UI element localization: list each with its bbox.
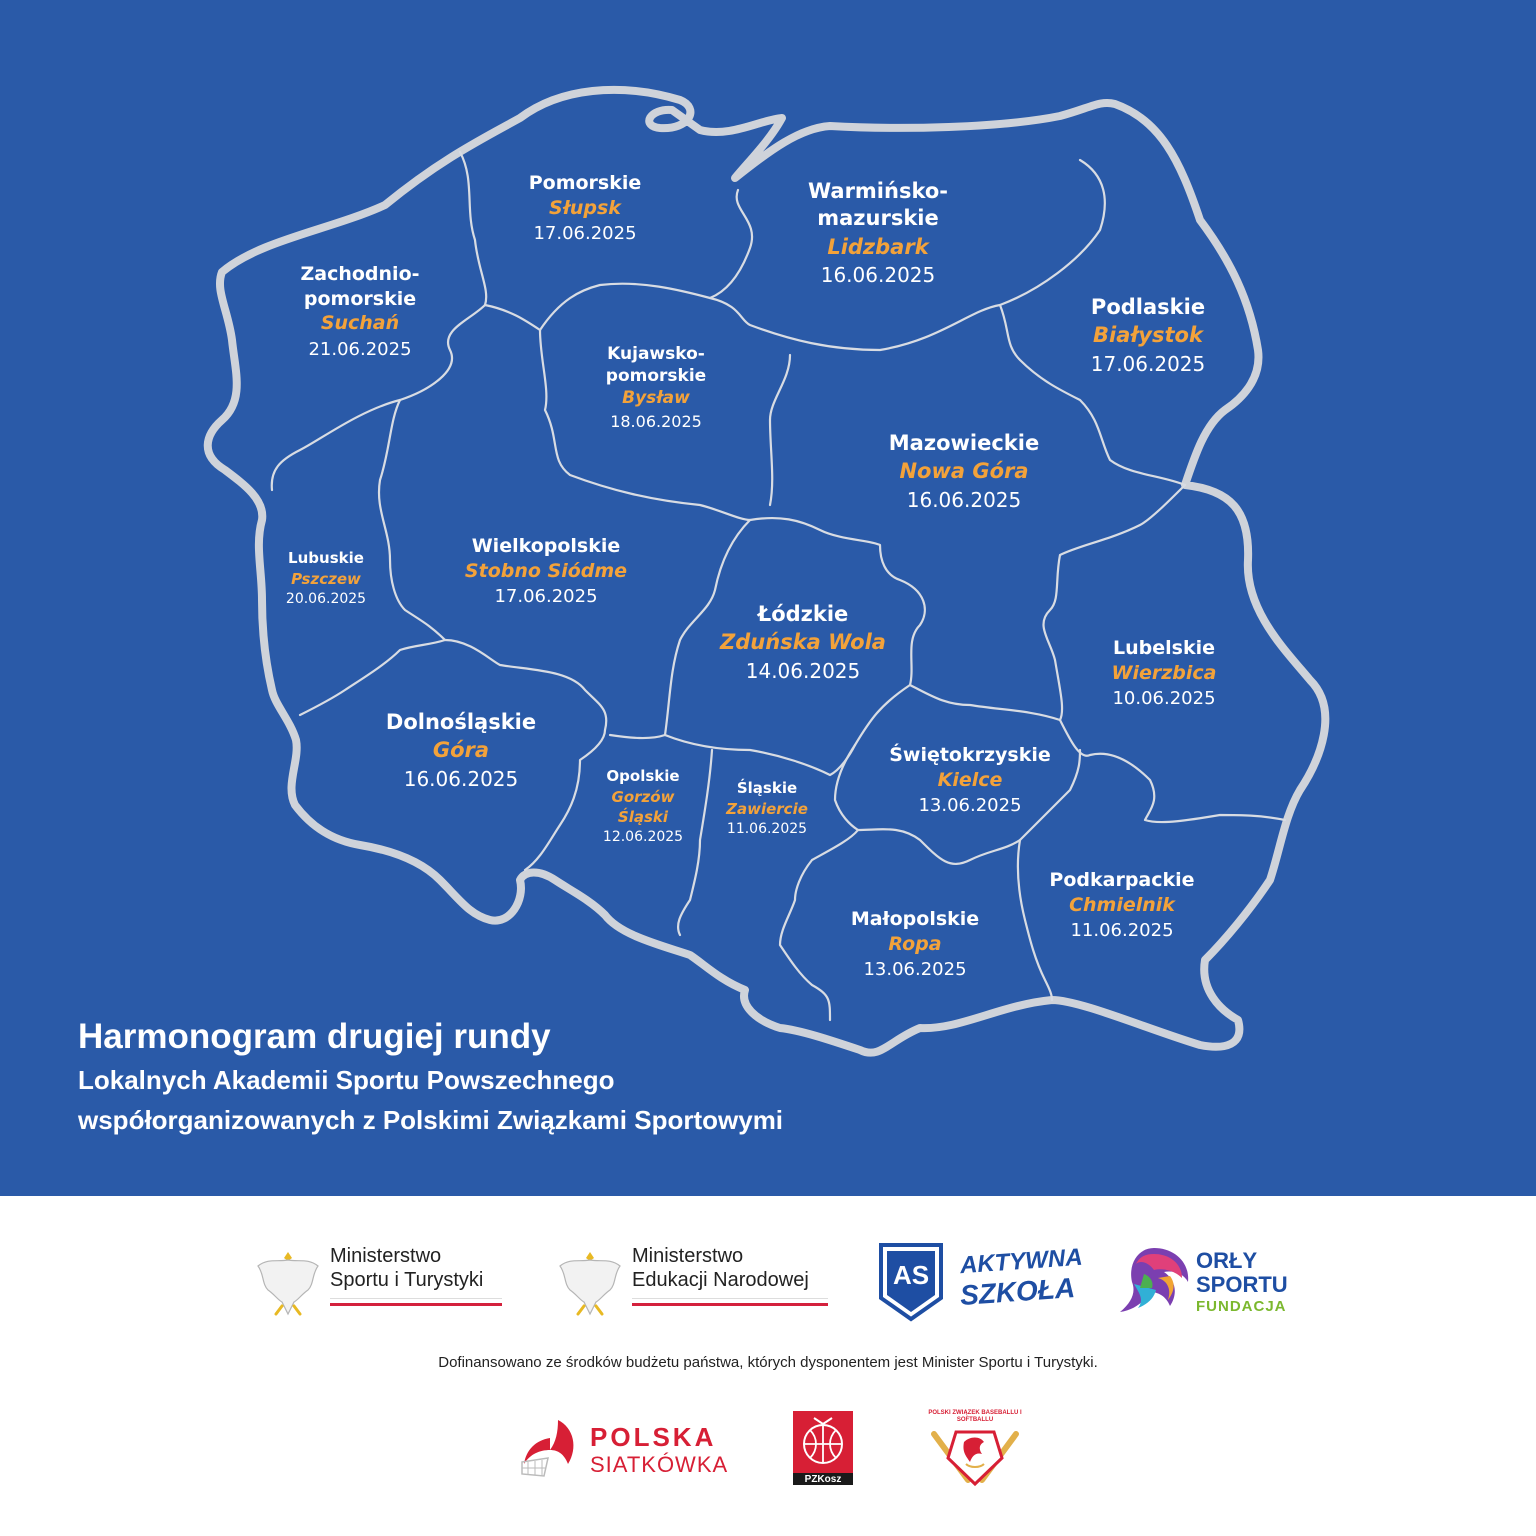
region-date: 14.06.2025	[745, 658, 861, 683]
flag-bar	[632, 1298, 828, 1306]
region-city: Nowa Góra	[899, 459, 1029, 484]
region-name: Łódzkie	[757, 602, 849, 626]
region-date: 11.06.2025	[726, 820, 808, 837]
region-date: 11.06.2025	[1070, 920, 1174, 942]
region-city-line2: Śląski	[617, 807, 669, 826]
headline-subtitle-1: Lokalnych Akademii Sportu Powszechnego	[78, 1065, 615, 1095]
border-mazowieckie-west	[770, 355, 790, 505]
region-city: Białystok	[1093, 323, 1203, 348]
region-name: Wielkopolskie	[471, 535, 621, 557]
region-date: 13.06.2025	[863, 959, 967, 981]
region-city: Słupsk	[549, 196, 621, 219]
region-name: Małopolskie	[850, 908, 980, 930]
region-slaskie	[726, 779, 808, 839]
szkola-text: SZKOŁA	[959, 1272, 1077, 1311]
region-date: 16.06.2025	[403, 766, 519, 791]
baseball-text: POLSKI ZWIĄZEK BASEBALLU I SOFTBALLU	[928, 1410, 1022, 1423]
region-date: 10.06.2025	[1112, 688, 1216, 710]
region-pomorskie	[529, 171, 642, 247]
region-name: Śląskie	[736, 779, 798, 797]
region-city: Chmielnik	[1069, 893, 1175, 916]
ministry-sport-line1: Ministerstwo	[330, 1245, 442, 1267]
border-pomorskie-west	[460, 152, 486, 305]
region-date: 17.06.2025	[1090, 351, 1206, 376]
ministry-edu-line2: Edukacji Narodowej	[632, 1269, 809, 1291]
border-malopolskie-podkarpackie	[1018, 840, 1052, 1000]
region-date: 16.06.2025	[906, 487, 1022, 512]
region-name: Warmińsko-	[807, 179, 949, 203]
logo-ministry-sport	[254, 1244, 502, 1322]
region-lodzkie	[720, 601, 886, 686]
region-name: Lubelskie	[1113, 637, 1215, 659]
region-name: Świętokrzyskie	[889, 744, 1051, 766]
region-city: Ropa	[888, 932, 942, 955]
region-name: Zachodnio-	[300, 263, 420, 285]
border-swietokrzyskie-north	[910, 685, 1060, 720]
region-date: 13.06.2025	[918, 795, 1022, 817]
headline	[78, 1014, 783, 1140]
region-mazowieckie	[889, 430, 1039, 515]
region-zachodniopomorskie	[300, 262, 419, 363]
region-date: 20.06.2025	[285, 590, 367, 607]
region-podkarpackie	[1049, 868, 1194, 944]
siatkowka-text: SIATKÓWKA	[590, 1452, 729, 1477]
ministry-edu-line1: Ministerstwo	[632, 1245, 744, 1267]
region-city: Kielce	[937, 768, 1003, 791]
logo-polska-siatkowka	[518, 1414, 728, 1478]
region-name: Mazowieckie	[888, 431, 1040, 455]
region-city: Gorzów	[611, 787, 675, 806]
region-city: Suchań	[320, 312, 400, 335]
polska-text: POLSKA	[590, 1422, 717, 1452]
logo-pzkosz	[792, 1410, 854, 1486]
region-swietokrzyskie	[889, 743, 1051, 819]
region-wielkopolskie	[465, 534, 627, 610]
border-opolskie	[525, 730, 605, 870]
region-city: Lidzbark	[827, 234, 929, 259]
region-podlaskie	[1091, 294, 1206, 379]
region-name: Pomorskie	[528, 172, 642, 194]
region-name: Opolskie	[606, 767, 680, 785]
region-date: 16.06.2025	[820, 262, 936, 287]
eagle-head-icon	[1114, 1244, 1194, 1320]
flag-bar	[330, 1298, 502, 1306]
region-warminsko-mazurskie	[808, 178, 948, 290]
pzkosz-text: PZKosz	[804, 1474, 842, 1485]
region-kujawsko-pomorskie	[606, 343, 706, 433]
region-name: Lubuskie	[288, 549, 364, 567]
region-city: Wierzbica	[1111, 661, 1217, 684]
region-city: Zawiercie	[726, 799, 808, 818]
orly-text: ORŁY	[1196, 1248, 1258, 1273]
region-city: Pszczew	[291, 569, 361, 588]
fundacja-text: FUNDACJA	[1196, 1298, 1287, 1315]
logo-orly-sportu	[1114, 1244, 1294, 1320]
region-dolnoslaskie	[386, 709, 536, 794]
headline-subtitle-2: współorganizowanych z Polskimi Związkami Sportowymi	[78, 1105, 784, 1135]
border-lubuskie-wielkopolskie	[379, 400, 445, 640]
logo-baseball-softball	[920, 1408, 1030, 1488]
region-name-line2: mazurskie	[817, 206, 939, 231]
region-date: 17.06.2025	[494, 586, 598, 608]
region-name: Kujawsko-	[607, 344, 705, 364]
border-lodzkie-slaskie	[665, 685, 910, 775]
region-name: Podlaskie	[1090, 295, 1206, 319]
region-date: 18.06.2025	[610, 412, 702, 432]
volleyball-eagle-icon	[518, 1414, 582, 1478]
region-malopolskie	[851, 907, 979, 983]
ministry-sport-line2: Sportu i Turystyki	[330, 1269, 484, 1291]
polish-eagle-icon	[254, 1244, 322, 1322]
region-date: 17.06.2025	[533, 223, 637, 245]
region-opolskie	[603, 767, 683, 847]
region-date: 12.06.2025	[602, 829, 684, 845]
logo-ministry-education	[556, 1244, 828, 1322]
region-name-line2: pomorskie	[303, 287, 417, 310]
region-name: Dolnośląskie	[385, 710, 537, 734]
region-lubuskie	[286, 549, 366, 609]
border-lubuskie-south	[300, 640, 445, 715]
headline-title: Harmonogram drugiej rundy	[78, 1017, 551, 1056]
polish-eagle-icon	[556, 1244, 624, 1322]
aktywna-text: AKTYWNA	[959, 1243, 1084, 1280]
region-city: Góra	[432, 738, 490, 763]
border-swietokrzyskie-west	[835, 745, 858, 830]
region-city: Zduńska Wola	[720, 630, 886, 655]
region-lubelskie	[1112, 636, 1217, 712]
region-city: Stobno Siódme	[464, 559, 628, 582]
logo-aktywna-szkola	[878, 1242, 1084, 1322]
border-lubelskie-south	[1060, 720, 1285, 822]
region-city: Bysław	[622, 388, 690, 409]
region-name-line2: pomorskie	[605, 366, 707, 387]
as-mark-text: AS	[892, 1260, 930, 1290]
region-name: Podkarpackie	[1049, 869, 1195, 891]
border-malopolskie-north	[780, 830, 858, 1020]
region-date: 21.06.2025	[308, 339, 412, 361]
sportu-text: SPORTU	[1196, 1272, 1288, 1297]
funding-note: Dofinansowano ze środków budżetu państwa, których dysponentem jest Minister Sportu i Turystyki.	[438, 1354, 1098, 1371]
